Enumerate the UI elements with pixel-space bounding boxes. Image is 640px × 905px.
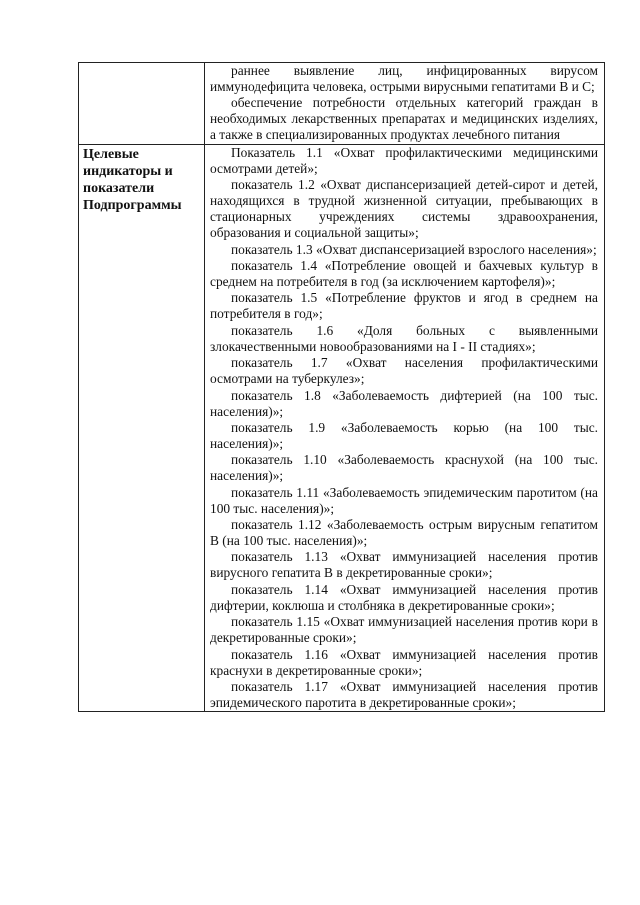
row-content [205,144,605,712]
indicator-item: показатель 1.15 «Охват иммунизацией населения против кори в декретированные сроки»; [210,614,598,646]
table-row [79,63,605,145]
indicator-item: показатель 1.6 «Доля больных с выявленными злокачественными новообразованиями на I - II стадиях»; [210,322,598,354]
indicator-item: показатель 1.12 «Заболеваемость острым вирусным гепатитом В (на 100 тыс. населения)»; [210,517,598,549]
indicator-item: показатель 1.2 «Охват диспансеризацией детей-сирот и детей, находящихся в трудной жизненной ситуации, пребывающих в стационарных учреждениях системы здравоохранения, образования и социальной защиты»; [210,177,598,241]
row-content [205,63,605,145]
indicator-item: показатель 1.14 «Охват иммунизацией населения против дифтерии, коклюша и столбняка в декретированные сроки»; [210,581,598,613]
row-label-line: индикаторы и [83,163,173,179]
indicator-item: показатель 1.4 «Потребление овощей и бахчевых культур в среднем на потребителя в год (за исключением картофеля)»; [210,257,598,289]
indicator-item: показатель 1.11 «Заболеваемость эпидемическим паротитом (на 100 тыс. населения)»; [210,484,598,516]
indicator-item: показатель 1.5 «Потребление фруктов и ягод в среднем на потребителя в год»; [210,290,598,322]
table-row [79,144,605,712]
program-passport-table [78,62,605,712]
row-label-line: показатели [83,180,155,196]
indicator-item: показатель 1.8 «Заболеваемость дифтерией (на 100 тыс. населения)»; [210,387,598,419]
indicator-item: показатель 1.9 «Заболеваемость корью (на 100 тыс. населения)»; [210,419,598,451]
indicator-item: показатель 1.13 «Охват иммунизацией населения против вирусного гепатита В в декретированные сроки»; [210,549,598,581]
row-label [79,144,205,712]
indicator-item: показатель 1.16 «Охват иммунизацией населения против краснухи в декретированные сроки»; [210,646,598,678]
indicator-item: показатель 1.10 «Заболеваемость краснухой (на 100 тыс. населения)»; [210,452,598,484]
indicator-item: показатель 1.7 «Охват населения профилактическими осмотрами на туберкулез»; [210,355,598,387]
indicator-item: Показатель 1.1 «Охват профилактическими медицинскими осмотрами детей»; [210,144,598,176]
row-label-empty [79,63,205,145]
indicator-item: показатель 1.17 «Охват иммунизацией населения против эпидемического паротита в декретированные сроки»; [210,679,598,711]
indicator-item: показатель 1.3 «Охват диспансеризацией взрослого населения»; [231,241,597,257]
paragraph: обеспечение потребности отдельных категорий граждан в необходимых лекарственных препаратах и медицинских изделиях, а также в специализированных продуктах лечебного питания [210,95,598,143]
row-label-line: Целевые [83,146,139,162]
paragraph: раннее выявление лиц, инфицированных вирусом иммунодефицита человека, острыми вирусными гепатитами В и С; [210,63,598,94]
row-label-line: Подпрограммы [83,197,182,213]
